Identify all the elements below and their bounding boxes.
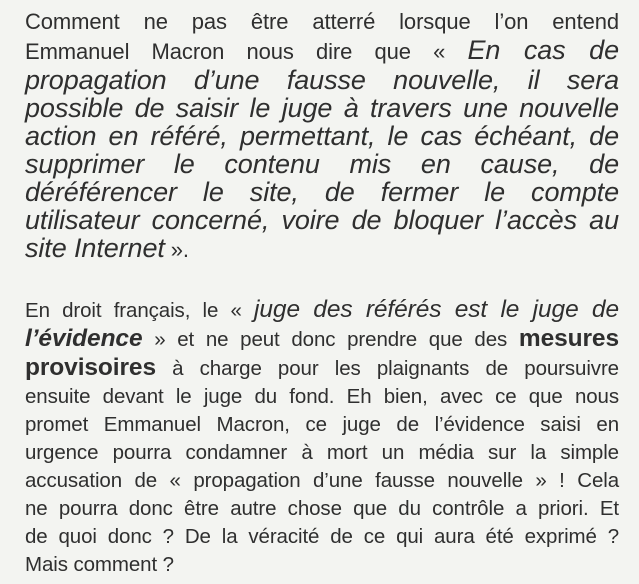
strong-text: provisoires	[25, 354, 156, 381]
strong-text: mesures	[518, 325, 619, 352]
text-line	[25, 234, 619, 264]
paragraph-analysis	[25, 296, 619, 579]
quote-text: déréférencer le site, de fermer le compte	[25, 177, 619, 207]
text-line: accusation de « propagation d’une fausse nouvelle » ! Cela	[25, 469, 619, 492]
emphasis-text: l’évidence	[25, 325, 143, 352]
text-line	[25, 36, 619, 66]
text-segment: En droit français, le «	[25, 299, 242, 322]
quote-text: En cas de	[467, 35, 620, 65]
quote-text: supprimer le contenu mis en cause, de	[25, 149, 619, 179]
text-line: de quoi donc ? De la véracité de ce qui aura été exprimé ?	[25, 525, 619, 548]
text-line: promet Emmanuel Macron, ce juge de l’évidence saisi en	[25, 413, 619, 436]
text-line: Comment ne pas être atterré lorsque l’on entend	[25, 9, 619, 34]
quote-text: site Internet	[25, 233, 165, 263]
text-line: urgence pourra condamner à mort un média sur la simple	[25, 441, 619, 464]
text-line: ne pourra donc être autre chose que du contrôle a priori. Et	[25, 497, 619, 520]
text-segment: ».	[170, 237, 189, 262]
text-line: Mais comment ?	[25, 553, 174, 576]
text-line: ensuite devant le juge du fond. Eh bien, avec ce que nous	[25, 385, 619, 408]
quote-text: propagation d’une fausse nouvelle, il sera	[25, 65, 619, 95]
text-segment: Emmanuel Macron nous dire que «	[25, 39, 446, 64]
quote-text: action en référé, permettant, le cas échéant, de	[25, 121, 619, 151]
quote-text: possible de saisir le juge à travers une nouvelle	[25, 93, 619, 123]
text-segment: à charge pour les plaignants de poursuivre	[172, 357, 619, 380]
paragraph-quote	[25, 8, 619, 264]
quote-text: utilisateur concerné, voire de bloquer l’accès au	[25, 205, 619, 235]
emphasis-text: juge des référés est le juge de	[254, 296, 619, 323]
text-segment: » et ne peut donc prendre que des	[154, 328, 508, 351]
text-line	[25, 354, 619, 383]
text-line	[25, 296, 619, 325]
text-line	[25, 325, 619, 354]
